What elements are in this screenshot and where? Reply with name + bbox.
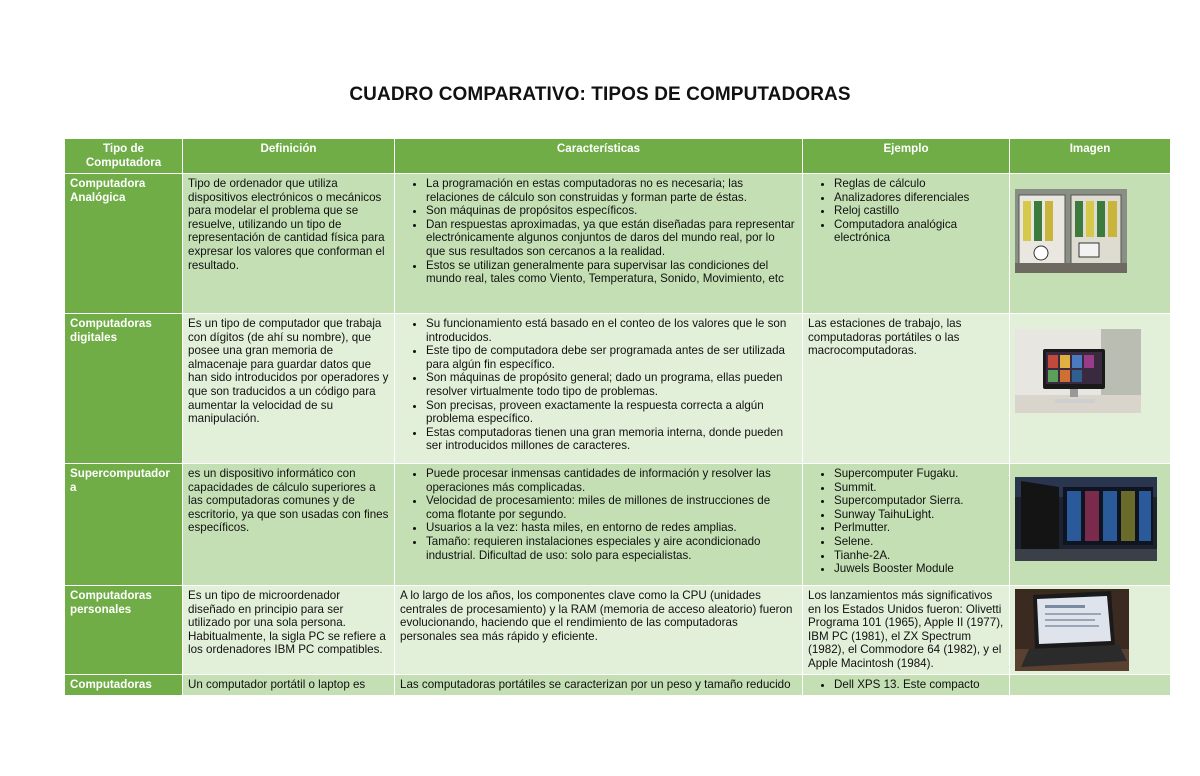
supercomputer-image — [1015, 477, 1165, 561]
list-item: • Computadora analógica electrónica — [834, 218, 1004, 245]
row-definition: Es un tipo de computador que trabaja con dígitos (de ahí su nombre), que posee una gran memoria de almacenaje para guardar datos que han sido introducidos por operadores y que son traducidos a un código para aumentar la velocidad de su manipulación. — [183, 314, 395, 464]
list-item: • Supercomputer Fugaku. — [834, 467, 1004, 481]
list-item: • Estas computadoras tienen una gran memoria interna, donde pueden ser introducidos millones de caracteres. — [426, 426, 797, 453]
row-examples: Los lanzamientos más significativos en los Estados Unidos fueron: Olivetti Programa 101 (1965), Apple II (1977), IBM PC (1981), el ZX Spectrum (1982), el Commodore 64 (1982), y el Apple Macintosh (1984). — [803, 586, 1010, 675]
header-characteristics: Características — [395, 139, 803, 174]
row-definition: Un computador portátil o laptop es — [183, 675, 395, 696]
list-item: • Tamaño: requieren instalaciones especiales y aire acondicionado industrial. Dificultad de uso: solo para especialistas. — [426, 535, 797, 562]
list-item: • Usuarios a la vez: hasta miles, en entorno de redes amplias. — [426, 521, 797, 535]
row-characteristics: A lo largo de los años, los componentes clave como la CPU (unidades centrales de procesamiento) y la RAM (memoria de acceso aleatorio) fueron evolucionando, haciendo que el rendimiento de las computadoras personales sea más rápido y eficiente. — [395, 586, 803, 675]
list-item: • Sunway TaihuLight. — [834, 508, 1004, 522]
row-type: Computadoras digitales — [65, 314, 183, 464]
list-item: • Perlmutter. — [834, 521, 1004, 535]
list-item: • Supercomputador Sierra. — [834, 494, 1004, 508]
list-item: • Tianhe-2A. — [834, 549, 1004, 563]
header-image: Imagen — [1010, 139, 1171, 174]
table-header-row — [65, 139, 1171, 174]
list-item: • Selene. — [834, 535, 1004, 549]
row-image-cell — [1010, 586, 1171, 675]
table-row — [65, 314, 1171, 464]
row-image-cell — [1010, 675, 1171, 696]
list-item: • Juwels Booster Module — [834, 562, 1004, 576]
list-item: • Dell XPS 13. Este compacto — [834, 678, 1004, 692]
row-characteristics — [395, 464, 803, 586]
laptop-image — [1015, 589, 1165, 671]
row-examples — [803, 464, 1010, 586]
row-definition: es un dispositivo informático con capacidades de cálculo superiores a las computadoras comunes y de escritorio, ya que son usadas con fines específicos. — [183, 464, 395, 586]
list-item: • Estos se utilizan generalmente para supervisar las condiciones del mundo real, tales como Viento, Temperatura, Sonido, Movimiento, etc — [426, 259, 797, 286]
row-image-cell — [1010, 314, 1171, 464]
row-examples — [803, 174, 1010, 314]
row-type: Computadora Analógica — [65, 174, 183, 314]
list-item: • Summit. — [834, 481, 1004, 495]
row-characteristics: Las computadoras portátiles se caracterizan por un peso y tamaño reducido — [395, 675, 803, 696]
row-characteristics — [395, 314, 803, 464]
list-item: • Son precisas, proveen exactamente la respuesta correcta a algún problema específico. — [426, 399, 797, 426]
list-item: • La programación en estas computadoras no es necesaria; las relaciones de cálculo son construidas y forman parte de éstas. — [426, 177, 797, 204]
header-definition: Definición — [183, 139, 395, 174]
list-item: • Analizadores diferenciales — [834, 191, 1004, 205]
row-characteristics — [395, 174, 803, 314]
row-definition: Tipo de ordenador que utiliza dispositivos electrónicos o mecánicos para modelar el problema que se resuelve, utilizando un tipo de representación de cantidad física para expresar los valores que conforman el resultado. — [183, 174, 395, 314]
row-type: Computadoras personales — [65, 586, 183, 675]
list-item: • Velocidad de procesamiento: miles de millones de instrucciones de coma flotante por segundo. — [426, 494, 797, 521]
header-type: Tipo de Computadora — [65, 139, 183, 174]
row-examples: Las estaciones de trabajo, las computadoras portátiles o las macrocomputadoras. — [803, 314, 1010, 464]
table-row — [65, 464, 1171, 586]
digital-computer-image — [1015, 329, 1165, 413]
row-type: Supercomputador a — [65, 464, 183, 586]
row-type: Computadoras — [65, 675, 183, 696]
row-image-cell — [1010, 174, 1171, 314]
analog-computer-image — [1015, 189, 1165, 273]
list-item: • Este tipo de computadora debe ser programada antes de ser utilizada para algún fin específico. — [426, 344, 797, 371]
comparison-table — [64, 138, 1171, 696]
list-item: • Son máquinas de propósito general; dado un programa, ellas pueden resolver virtualmente todo tipo de problemas. — [426, 371, 797, 398]
header-example: Ejemplo — [803, 139, 1010, 174]
row-definition: Es un tipo de microordenador diseñado en principio para ser utilizado por una sola persona. Habitualmente, la sigla PC se refiere a los ordenadores IBM PC compatibles. — [183, 586, 395, 675]
list-item: • Dan respuestas aproximadas, ya que están diseñadas para representar electrónicamente algunos conjuntos de daros del mundo real, por lo que sus resultados son cercanos a la realidad. — [426, 218, 797, 259]
table-row — [65, 675, 1171, 696]
list-item: • Puede procesar inmensas cantidades de información y resolver las operaciones más complicadas. — [426, 467, 797, 494]
table-row — [65, 586, 1171, 675]
list-item: • Su funcionamiento está basado en el conteo de los valores que le son introducidos. — [426, 317, 797, 344]
row-examples — [803, 675, 1010, 696]
list-item: • Reloj castillo — [834, 204, 1004, 218]
page-title: CUADRO COMPARATIVO: TIPOS DE COMPUTADORAS — [349, 84, 851, 105]
list-item: • Son máquinas de propósitos específicos. — [426, 204, 797, 218]
list-item: • Reglas de cálculo — [834, 177, 1004, 191]
table-row — [65, 174, 1171, 314]
row-image-cell — [1010, 464, 1171, 586]
